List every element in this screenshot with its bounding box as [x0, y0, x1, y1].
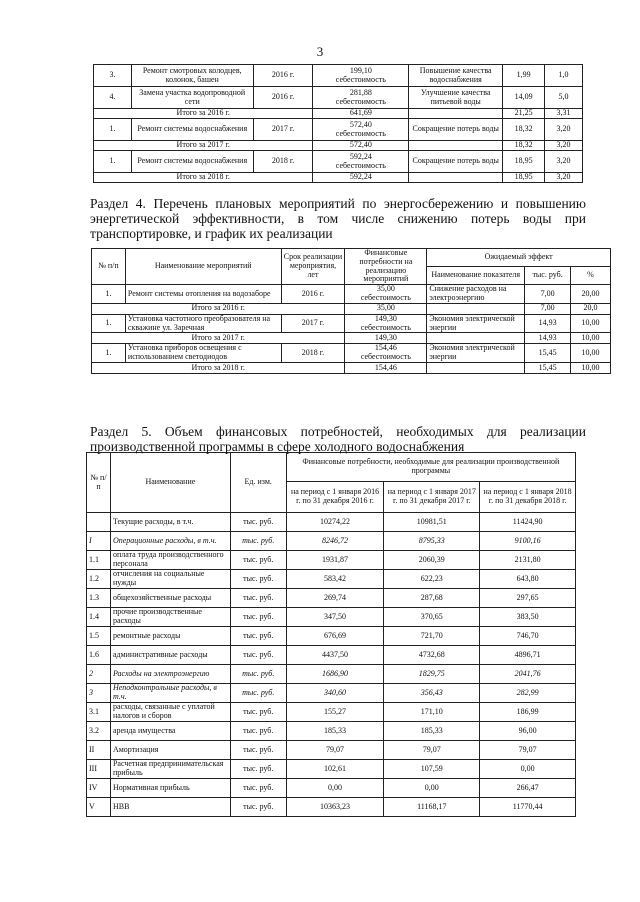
period-value: 10981,51 — [384, 513, 480, 532]
header-name: Наименование — [110, 453, 230, 513]
effect-value: 14,09 — [503, 87, 545, 109]
unit: тыс. руб. — [230, 589, 286, 608]
row-number: 1.4 — [87, 608, 111, 627]
period-value: 11424,90 — [480, 513, 576, 532]
period-value: 10274,22 — [286, 513, 384, 532]
finance-cell — [313, 65, 409, 87]
effect-value: 15,45 — [525, 362, 571, 373]
row-number: II — [87, 741, 111, 760]
table-cell — [427, 333, 525, 344]
financial-needs-table — [86, 452, 576, 817]
period-value: 0,00 — [384, 779, 480, 798]
finance-value: 149,30 — [374, 313, 397, 323]
period-value: 1829,75 — [384, 665, 480, 684]
period-value: 1686,90 — [286, 665, 384, 684]
item-name: Амортизация — [110, 741, 230, 760]
measure-name: Ремонт системы водоснабжения — [131, 119, 253, 141]
section-5-title: Раздел 5. Объем финансовых потребностей, необходимых для реализации производственной программы в сфере холодного водоснабжения — [90, 424, 586, 454]
total-sum: 572,40 — [313, 141, 409, 151]
effect-percent: 3,20 — [545, 173, 583, 183]
effect-percent: 5,0 — [545, 87, 583, 109]
row-number: 1. — [92, 285, 126, 304]
table-row — [87, 722, 576, 741]
effect-percent: 20,00 — [571, 285, 611, 304]
total-sum: 149,30 — [345, 333, 427, 344]
header-term: Срок реализации мероприятия, лет — [281, 249, 345, 285]
row-number: 1.5 — [87, 627, 111, 646]
table-row — [92, 314, 611, 333]
item-name: общехозяйственные расходы — [110, 589, 230, 608]
measure-name: Ремонт системы отопления на водозаборе — [125, 285, 281, 304]
measure-year: 2016 г. — [281, 285, 345, 304]
effect-value: 7,00 — [525, 285, 571, 304]
header-period-2017: на период с 1 января 2017 г. по 31 декабря 2017 г. — [384, 482, 480, 513]
item-name: ремонтные расходы — [110, 627, 230, 646]
measure-name: Установка частотного преобразователя на скважине ул. Заречная — [125, 314, 281, 333]
effect-value: 14,93 — [525, 314, 571, 333]
row-number: 1.2 — [87, 570, 111, 589]
table-cell — [427, 303, 525, 314]
period-value: 8246,72 — [286, 532, 384, 551]
period-value: 79,07 — [384, 741, 480, 760]
effect-percent: 10,00 — [571, 314, 611, 333]
item-name: НВВ — [110, 798, 230, 817]
period-value: 4896,71 — [480, 646, 576, 665]
finance-cell — [345, 314, 427, 333]
table-cell — [409, 141, 503, 151]
total-label: Итого за 2016 г. — [94, 109, 313, 119]
finance-cell — [345, 285, 427, 304]
unit: тыс. руб. — [230, 627, 286, 646]
section-4-title: Раздел 4. Перечень плановых мероприятий по энергосбережению и повышению энергетической эффективности, в том числе снижению потерь воды при транспортировке, и график их реализации — [90, 196, 586, 241]
table-row — [87, 703, 576, 722]
item-name: прочие производственные расходы — [110, 608, 230, 627]
measure-year: 2017 г. — [253, 119, 313, 141]
item-name: административные расходы — [110, 646, 230, 665]
finance-note: себестоимость — [360, 292, 411, 302]
table-row — [87, 627, 576, 646]
item-name: Неподконтрольные расходы, в т.ч. — [110, 684, 230, 703]
finance-note: себестоимость — [335, 96, 386, 106]
finance-value: 572,40 — [349, 119, 372, 129]
effect-value: 21,25 — [503, 109, 545, 119]
row-number: III — [87, 760, 111, 779]
effect-name: Сокращение потерь воды — [409, 151, 503, 173]
period-value: 155,27 — [286, 703, 384, 722]
period-value: 79,07 — [480, 741, 576, 760]
effect-percent: 10,00 — [571, 362, 611, 373]
period-value: 746,70 — [480, 627, 576, 646]
period-value: 185,33 — [286, 722, 384, 741]
header-n: № п/п — [87, 453, 111, 513]
table-row — [87, 513, 576, 532]
item-name: Нормативная прибыль — [110, 779, 230, 798]
table-row — [94, 151, 583, 173]
total-row — [92, 333, 611, 344]
table-row — [87, 779, 576, 798]
table-row — [87, 741, 576, 760]
table-row — [92, 285, 611, 304]
effect-name: Снижение расходов на электроэнергию — [427, 285, 525, 304]
row-number: 3 — [87, 684, 111, 703]
header-name: Наименование мероприятий — [125, 249, 281, 285]
finance-cell — [313, 151, 409, 173]
item-name: отчисления на социальные нужды — [110, 570, 230, 589]
period-value: 340,60 — [286, 684, 384, 703]
period-value: 370,65 — [384, 608, 480, 627]
effect-name: Сокращение потерь воды — [409, 119, 503, 141]
finance-value: 35,00 — [376, 284, 395, 294]
item-name: аренда имущества — [110, 722, 230, 741]
period-value: 2041,76 — [480, 665, 576, 684]
period-value: 622,23 — [384, 570, 480, 589]
period-value: 297,65 — [480, 589, 576, 608]
period-value: 8795,33 — [384, 532, 480, 551]
effect-value: 14,93 — [525, 333, 571, 344]
unit: тыс. руб. — [230, 741, 286, 760]
table-row — [87, 665, 576, 684]
row-number: 2 — [87, 665, 111, 684]
total-sum: 154,46 — [345, 362, 427, 373]
effect-percent: 10,00 — [571, 333, 611, 344]
period-value: 2131,80 — [480, 551, 576, 570]
page-number: 3 — [316, 44, 324, 59]
row-number: 1.6 — [87, 646, 111, 665]
row-number: I — [87, 532, 111, 551]
period-value: 9100,16 — [480, 532, 576, 551]
period-value: 11168,17 — [384, 798, 480, 817]
period-value: 185,33 — [384, 722, 480, 741]
period-value: 107,59 — [384, 760, 480, 779]
table-row — [94, 65, 583, 87]
table-row — [87, 570, 576, 589]
period-value: 287,68 — [384, 589, 480, 608]
row-number: 3.1 — [87, 703, 111, 722]
table-cell — [409, 109, 503, 119]
total-sum: 592,24 — [313, 173, 409, 183]
effect-percent: 3,20 — [545, 119, 583, 141]
period-value: 643,80 — [480, 570, 576, 589]
period-value: 1931,87 — [286, 551, 384, 570]
period-value: 583,42 — [286, 570, 384, 589]
table-row — [87, 798, 576, 817]
total-row — [92, 362, 611, 373]
effect-value: 7,00 — [525, 303, 571, 314]
total-label: Итого за 2018 г. — [92, 362, 345, 373]
row-number — [87, 513, 111, 532]
unit: тыс. руб. — [230, 665, 286, 684]
effect-name: Повышение качества водоснабжения — [409, 65, 503, 87]
period-value: 79,07 — [286, 741, 384, 760]
finance-cell — [345, 344, 427, 363]
period-value: 0,00 — [480, 760, 576, 779]
effect-value: 18,95 — [503, 173, 545, 183]
table-row — [94, 119, 583, 141]
measure-name: Ремонт смотровых колодцев, колонок, башен — [131, 65, 253, 87]
period-value: 171,10 — [384, 703, 480, 722]
finance-cell — [313, 119, 409, 141]
period-value: 11770,44 — [480, 798, 576, 817]
period-value: 383,50 — [480, 608, 576, 627]
header-effect-rub: тыс. руб. — [525, 267, 571, 285]
header-effect-group: Ожидаемый эффект — [427, 249, 611, 267]
effect-name: Улучшение качества питьевой воды — [409, 87, 503, 109]
table-row — [87, 532, 576, 551]
unit: тыс. руб. — [230, 703, 286, 722]
measure-year: 2018 г. — [253, 151, 313, 173]
row-number: V — [87, 798, 111, 817]
table-cell — [409, 173, 503, 183]
unit: тыс. руб. — [230, 722, 286, 741]
finance-value: 199,10 — [349, 65, 372, 75]
measure-year: 2016 г. — [253, 87, 313, 109]
row-number: 3.2 — [87, 722, 111, 741]
period-value: 186,99 — [480, 703, 576, 722]
period-value: 282,99 — [480, 684, 576, 703]
finance-note: себестоимость — [360, 352, 411, 362]
total-row — [92, 303, 611, 314]
total-label: Итого за 2018 г. — [94, 173, 313, 183]
finance-note: себестоимость — [335, 74, 386, 84]
item-name: расходы, связанные с уплатой налогов и сборов — [110, 703, 230, 722]
total-sum: 35,00 — [345, 303, 427, 314]
effect-value: 18,32 — [503, 141, 545, 151]
unit: тыс. руб. — [230, 551, 286, 570]
period-value: 266,47 — [480, 779, 576, 798]
header-unit: Ед. изм. — [230, 453, 286, 513]
effect-name: Экономия электрической энергии — [427, 314, 525, 333]
finance-note: себестоимость — [335, 128, 386, 138]
unit: тыс. руб. — [230, 608, 286, 627]
period-value: 356,43 — [384, 684, 480, 703]
table-row — [92, 344, 611, 363]
period-value: 4437,50 — [286, 646, 384, 665]
item-name: Операционные расходы, в т.ч. — [110, 532, 230, 551]
finance-cell — [313, 87, 409, 109]
header-effect-pct: % — [571, 267, 611, 285]
table-row — [87, 589, 576, 608]
unit: тыс. руб. — [230, 570, 286, 589]
row-number: 4. — [94, 87, 132, 109]
total-row — [94, 141, 583, 151]
effect-percent: 20,0 — [571, 303, 611, 314]
row-number: 1. — [94, 151, 132, 173]
unit: тыс. руб. — [230, 532, 286, 551]
header-effect-name: Наименование показателя — [427, 267, 525, 285]
unit: тыс. руб. — [230, 684, 286, 703]
measure-name: Ремонт системы водоснабжения — [131, 151, 253, 173]
finance-value: 592,24 — [349, 151, 372, 161]
measures-table-continued — [93, 64, 583, 183]
row-number: 1. — [92, 344, 126, 363]
effect-value: 18,95 — [503, 151, 545, 173]
period-value: 2060,39 — [384, 551, 480, 570]
measure-year: 2017 г. — [281, 314, 345, 333]
table-row — [87, 551, 576, 570]
header-period-2018: на период с 1 января 2018 г. по 31 декабря 2018 г. — [480, 482, 576, 513]
total-label: Итого за 2017 г. — [94, 141, 313, 151]
effect-percent: 3,20 — [545, 141, 583, 151]
row-number: 1. — [94, 119, 132, 141]
period-value: 721,70 — [384, 627, 480, 646]
total-label: Итого за 2017 г. — [92, 333, 345, 344]
header-period-2016: на период с 1 января 2016 г. по 31 декабря 2016 г. — [286, 482, 384, 513]
item-name: Текущие расходы, в т.ч. — [110, 513, 230, 532]
table-row — [87, 608, 576, 627]
measure-year: 2018 г. — [281, 344, 345, 363]
row-number: 1.1 — [87, 551, 111, 570]
total-sum: 641,69 — [313, 109, 409, 119]
effect-value: 18,32 — [503, 119, 545, 141]
total-row — [94, 173, 583, 183]
header-finance: Финансовые потребности на реализацию мероприятий — [345, 249, 427, 285]
period-value: 4732,68 — [384, 646, 480, 665]
energy-saving-table — [91, 248, 611, 374]
effect-value: 1,99 — [503, 65, 545, 87]
unit: тыс. руб. — [230, 798, 286, 817]
unit: тыс. руб. — [230, 513, 286, 532]
finance-note: себестоимость — [335, 160, 386, 170]
item-name: Расходы на электроэнергию — [110, 665, 230, 684]
table-row — [87, 684, 576, 703]
period-value: 0,00 — [286, 779, 384, 798]
effect-percent: 3,20 — [545, 151, 583, 173]
header-group: Финансовые потребности, необходимые для реализации производственной программы — [286, 453, 575, 482]
measure-name: Установка приборов освещения с использованием светодиодов — [125, 344, 281, 363]
unit: тыс. руб. — [230, 779, 286, 798]
unit: тыс. руб. — [230, 646, 286, 665]
measure-year: 2016 г. — [253, 65, 313, 87]
effect-name: Экономия электрической энергии — [427, 344, 525, 363]
row-number: 1. — [92, 314, 126, 333]
row-number: 1.3 — [87, 589, 111, 608]
item-name: Расчетная предпринимательская прибыль — [110, 760, 230, 779]
period-value: 269,74 — [286, 589, 384, 608]
unit: тыс. руб. — [230, 760, 286, 779]
item-name: оплата труда производственного персонала — [110, 551, 230, 570]
period-value: 347,50 — [286, 608, 384, 627]
effect-percent: 3,31 — [545, 109, 583, 119]
period-value: 10363,23 — [286, 798, 384, 817]
table-row — [87, 646, 576, 665]
measure-name: Замена участка водопроводной сети — [131, 87, 253, 109]
table-row — [94, 87, 583, 109]
effect-percent: 10,00 — [571, 344, 611, 363]
finance-note: себестоимость — [360, 322, 411, 332]
total-label: Итого за 2016 г. — [92, 303, 345, 314]
effect-percent: 1,0 — [545, 65, 583, 87]
finance-value: 154,46 — [374, 343, 397, 353]
finance-value: 281,88 — [349, 87, 372, 97]
effect-value: 15,45 — [525, 344, 571, 363]
row-number: IV — [87, 779, 111, 798]
table-row — [87, 760, 576, 779]
header-n: № п/п — [92, 249, 126, 285]
row-number: 3. — [94, 65, 132, 87]
total-row — [94, 109, 583, 119]
period-value: 96,00 — [480, 722, 576, 741]
table-cell — [427, 362, 525, 373]
period-value: 102,61 — [286, 760, 384, 779]
period-value: 676,69 — [286, 627, 384, 646]
